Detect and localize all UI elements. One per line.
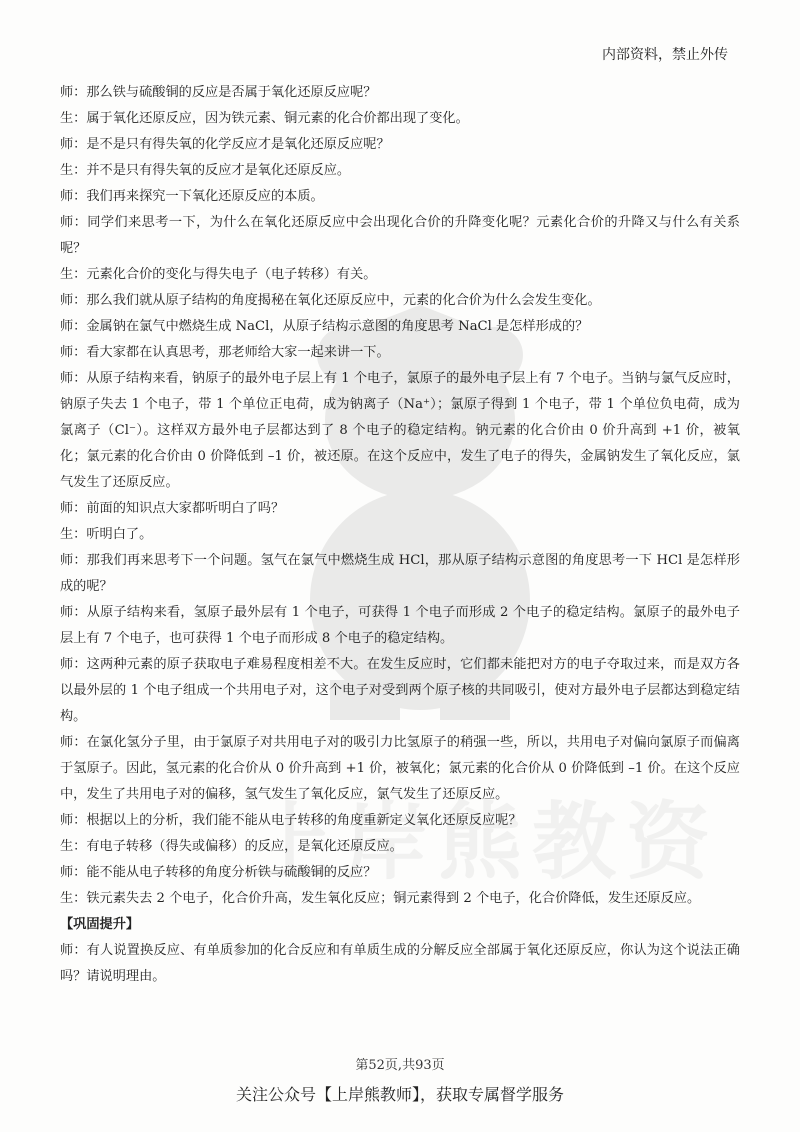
paragraph: 师：我们再来探究一下氧化还原反应的本质。 xyxy=(60,189,324,204)
section-title: 【巩固提升】 xyxy=(60,917,140,932)
paragraph: 生：有电子转移（得失或偏移）的反应，是氧化还原反应。 xyxy=(60,839,403,854)
paragraph: 师：是不是只有得失氧的化学反应才是氧化还原反应呢？ xyxy=(60,137,390,152)
paragraph: 生：元素化合价的变化与得失电子（电子转移）有关。 xyxy=(60,267,377,282)
paragraph: 师：在氯化氢分子里，由于氯原子对共用电子对的吸引力比氢原子的稍强一些，所以，共用电子对偏向氯原子而偏离于氢原子。因此，氢元素的化合价从 0 价升高到 +1 价，被氧化；氯元素的化合价从 0 价降低到 –1 价。在这个反应中，发生了共用电子对的偏移，氢气发生了氧化反应，氯气发生了还原反应。 xyxy=(60,735,740,802)
promo-line: 关注公众号【上岸熊教师】，获取专属督学服务 xyxy=(235,1085,564,1104)
paragraph: 生：并不是只有得失氧的反应才是氧化还原反应。 xyxy=(60,163,351,178)
paragraph: 生：听明白了。 xyxy=(60,527,153,542)
paragraph: 师：有人说置换反应、有单质参加的化合反应和有单质生成的分解反应全部属于氧化还原反应，你认为这个说法正确吗？请说明理由。 xyxy=(60,943,740,984)
paragraph: 师：这两种元素的原子获取电子难易程度相差不大。在发生反应时，它们都未能把对方的电子夺取过来，而是双方各以最外层的 1 个电子组成一个共用电子对，这个电子对受到两个原子核的共同吸引，使对方最外电子层都达到稳定结构。 xyxy=(60,657,740,724)
paragraph: 生：铁元素失去 2 个电子，化合价升高，发生氧化反应；铜元素得到 2 个电子，化合价降低，发生还原反应。 xyxy=(60,891,701,906)
paragraph: 师：那我们再来思考下一个问题。氢气在氯气中燃烧生成 HCl，那从原子结构示意图的角度思考一下 HCl 是怎样形成的呢？ xyxy=(60,553,740,594)
paragraph: 师：那么我们就从原子结构的角度揭秘在氧化还原反应中，元素的化合价为什么会发生变化。 xyxy=(60,293,601,308)
paragraph: 师：同学们来思考一下，为什么在氧化还原反应中会出现化合价的升降变化呢？元素化合价的升降又与什么有关系呢？ xyxy=(60,215,740,256)
confidential-note: 内部资料，禁止外传 xyxy=(602,47,728,63)
paragraph: 师：从原子结构来看，氢原子最外层有 1 个电子，可获得 1 个电子而形成 2 个电子的稳定结构。氯原子的最外电子层上有 7 个电子，也可获得 1 个电子而形成 8 个电子的稳定结构。 xyxy=(60,605,740,646)
paragraph: 生：属于氧化还原反应，因为铁元素、铜元素的化合价都出现了变化。 xyxy=(60,111,469,126)
paragraph: 师：能不能从电子转移的角度分析铁与硫酸铜的反应？ xyxy=(60,865,377,880)
document-body xyxy=(60,80,740,990)
paragraph: 师：从原子结构来看，钠原子的最外电子层上有 1 个电子，氯原子的最外电子层上有 7 个电子。当钠与氯气反应时，钠原子失去 1 个电子，带 1 个单位正电荷，成为钠离子（Na⁺）；氯原子得到 1 个电子，带 1 个单位负电荷，成为氯离子（Cl⁻）。这样双方最外电子层都达到了 8 个电子的稳定结构。钠元素的化合价由 0 价升高到 +1 价，被氧化；氯元素的化合价由 0 价降低到 –1 价，被还原。在这个反应中，发生了电子的得失，金属钠发生了氧化反应，氯气发生了还原反应。 xyxy=(60,371,740,490)
paragraph: 师：那么铁与硫酸铜的反应是否属于氧化还原反应呢？ xyxy=(60,85,377,100)
paragraph: 师：根据以上的分析，我们能不能从电子转移的角度重新定义氧化还原反应呢？ xyxy=(60,813,522,828)
paragraph: 师：前面的知识点大家都听明白了吗？ xyxy=(60,501,285,516)
paragraph: 师：看大家都在认真思考，那老师给大家一起来讲一下。 xyxy=(60,345,390,360)
page-number: 第52页,共93页 xyxy=(355,1058,445,1073)
paragraph: 师：金属钠在氯气中燃烧生成 NaCl，从原子结构示意图的角度思考 NaCl 是怎样形成的？ xyxy=(60,319,589,334)
